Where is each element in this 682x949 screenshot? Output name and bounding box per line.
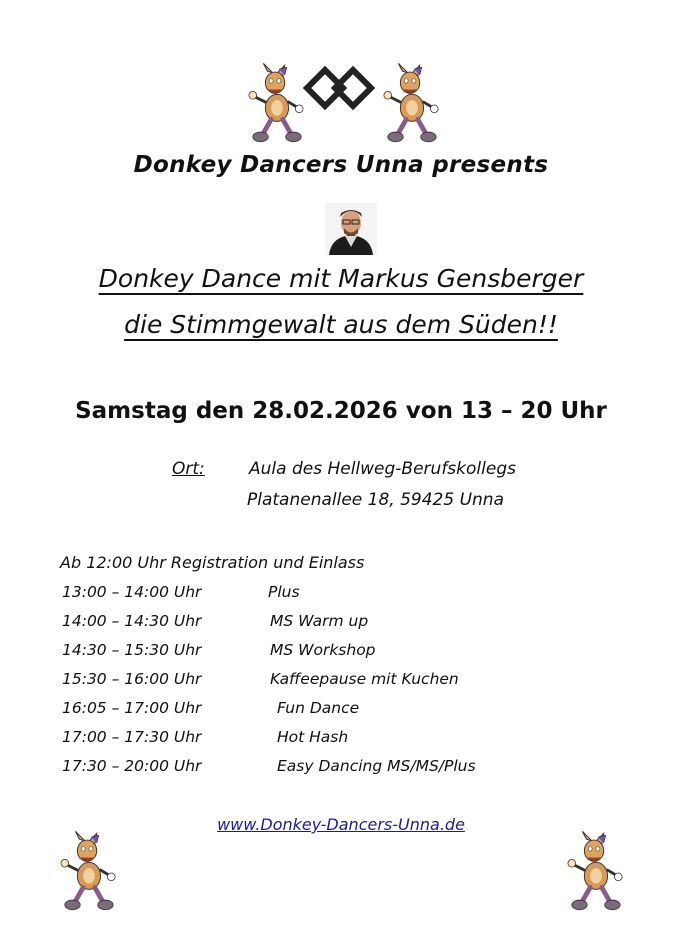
schedule-time: 16:05 – 17:00 Uhr (62, 699, 202, 717)
donkey-mascot-left-icon (246, 62, 306, 146)
schedule-activity: Kaffeepause mit Kuchen (270, 670, 459, 688)
venue-label: Ort: (172, 459, 205, 479)
schedule-time: 17:00 – 17:30 Uhr (62, 728, 202, 746)
event-date: Samstag den 28.02.2026 von 13 – 20 Uhr (75, 398, 607, 424)
artist-portrait-icon (325, 203, 377, 255)
interlocking-diamonds-logo-icon (303, 66, 381, 110)
schedule-time: 13:00 – 14:00 Uhr (62, 583, 202, 601)
schedule-activity: MS Workshop (270, 641, 376, 659)
schedule-time: 15:30 – 16:00 Uhr (62, 670, 202, 688)
headline-line-2: die Stimmgewalt aus dem Süden!! (124, 310, 558, 339)
presenter-title: Donkey Dancers Unna presents (133, 152, 549, 178)
donkey-mascot-right-icon (381, 62, 441, 146)
headline-line-1: Donkey Dance mit Markus Gensberger (98, 264, 584, 293)
schedule-activity: MS Warm up (270, 612, 369, 630)
schedule-time: 17:30 – 20:00 Uhr (62, 757, 202, 775)
donkey-mascot-bottom-right-icon (565, 830, 625, 914)
schedule-intro: Ab 12:00 Uhr Registration und Einlass (60, 553, 365, 572)
schedule-activity: Plus (268, 583, 300, 601)
venue-name: Aula des Hellweg-Berufskollegs (249, 459, 516, 479)
schedule-time: 14:00 – 14:30 Uhr (62, 612, 202, 630)
venue-address: Platanenallee 18, 59425 Unna (247, 490, 505, 510)
schedule-time: 14:30 – 15:30 Uhr (62, 641, 202, 659)
schedule-activity: Fun Dance (277, 699, 360, 717)
schedule-activity: Hot Hash (277, 728, 349, 746)
schedule-activity: Easy Dancing MS/MS/Plus (277, 757, 476, 775)
website-link[interactable]: www.Donkey-Dancers-Unna.de (217, 815, 465, 834)
donkey-mascot-bottom-left-icon (58, 830, 118, 914)
